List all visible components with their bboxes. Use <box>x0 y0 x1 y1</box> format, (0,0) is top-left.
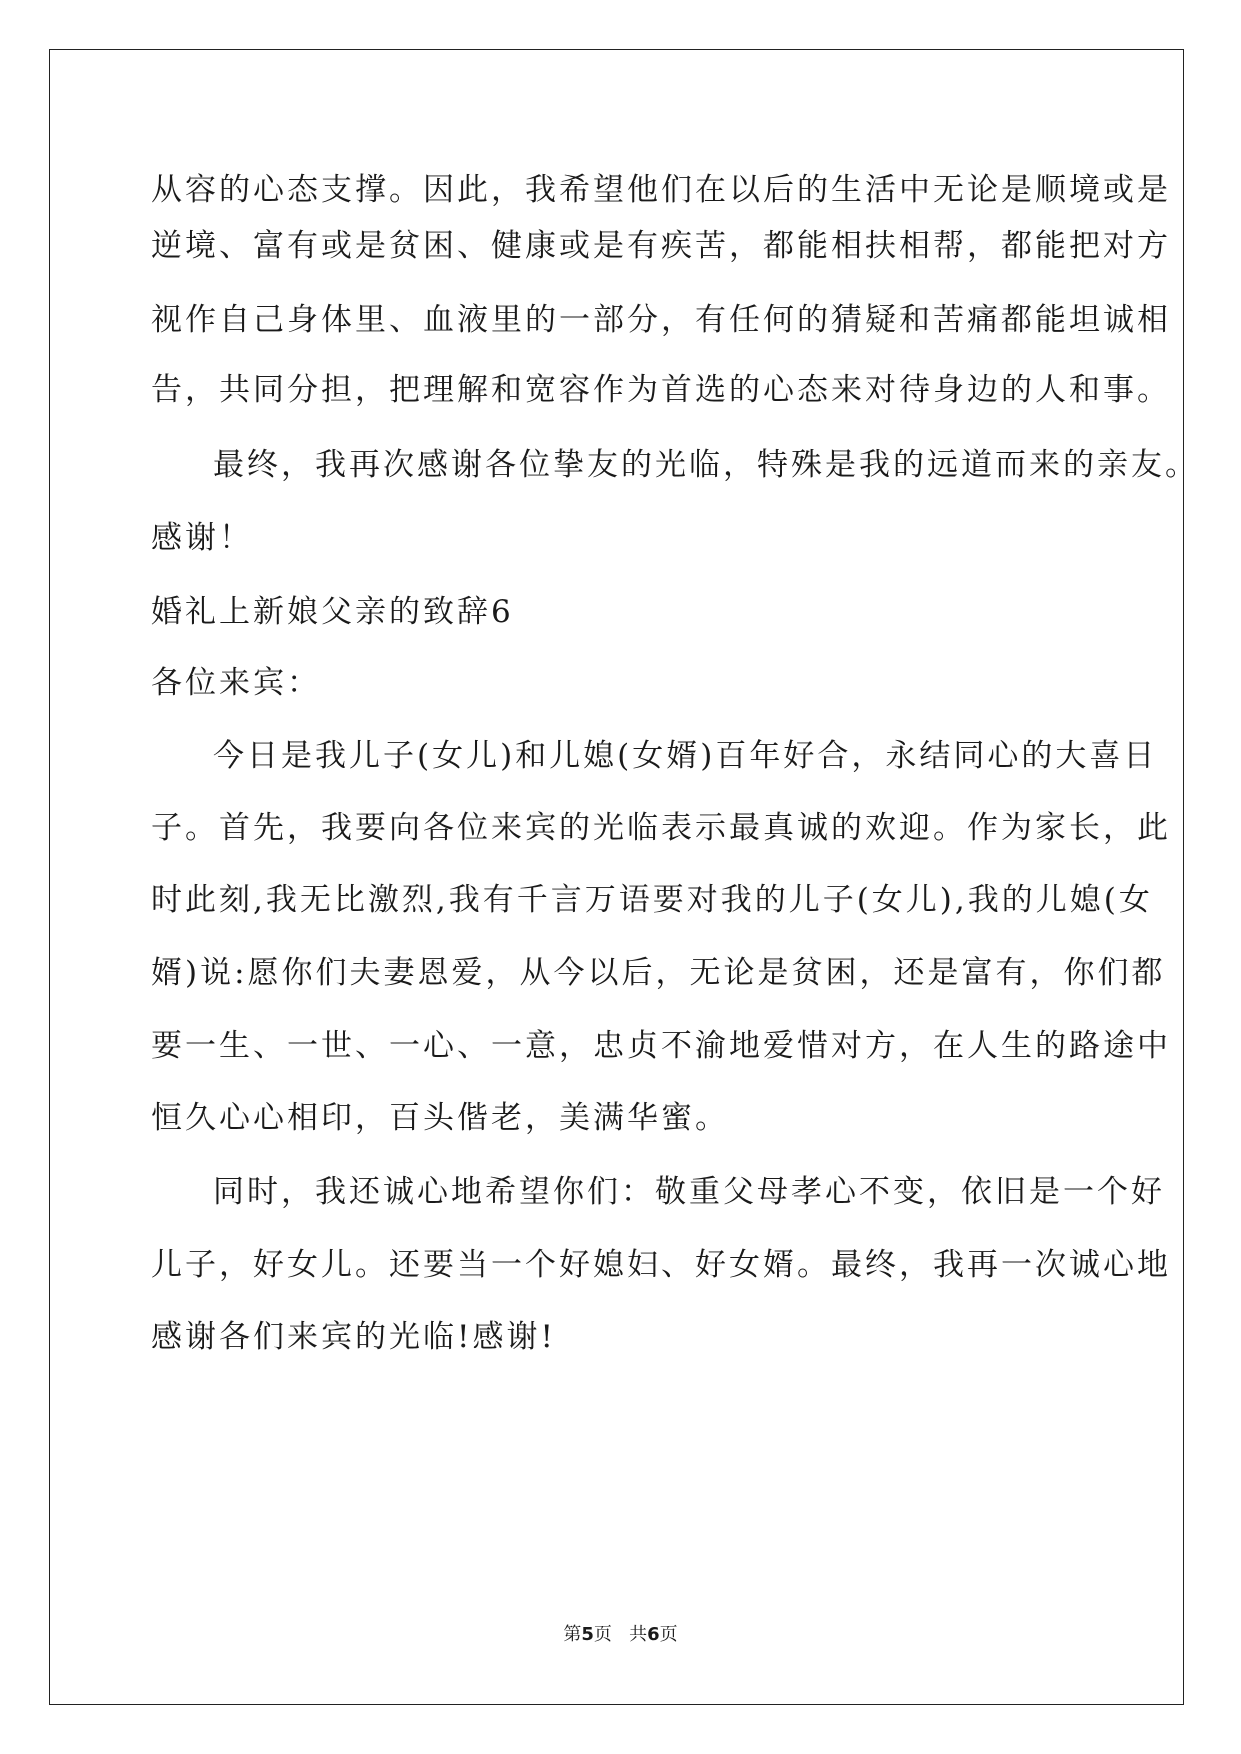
page-prefix: 第 <box>563 1624 582 1645</box>
text-line: 恒久心心相印，百头偕老，美满华蜜。 <box>151 1100 729 1136</box>
text-line: 今日是我儿子(女儿)和儿媳(女婿)百年好合，永结同心的大喜日 <box>213 738 1158 774</box>
page-suffix: 页 <box>593 1624 612 1645</box>
page-border <box>49 49 1184 1705</box>
text-line: 从容的心态支撑。因此，我希望他们在以后的生活中无论是顺境或是 <box>151 172 1171 208</box>
text-line: 逆境、富有或是贫困、健康或是有疾苦，都能相扶相帮，都能把对方 <box>151 228 1171 264</box>
page-footer <box>0 1620 1241 1646</box>
text-line: 儿子，好女儿。还要当一个好媳妇、好女婿。最终，我再一次诚心地 <box>151 1247 1171 1283</box>
text-line: 同时，我还诚心地希望你们：敬重父母孝心不变，依旧是一个好 <box>213 1174 1165 1210</box>
text-line: 感谢！ <box>151 520 253 556</box>
total-suffix: 页 <box>659 1624 678 1645</box>
text-line: 时此刻,我无比激烈,我有千言万语要对我的儿子(女儿),我的儿媳(女 <box>151 882 1153 918</box>
text-line: 感谢各们来宾的光临!感谢! <box>151 1319 556 1355</box>
text-line: 子。首先，我要向各位来宾的光临表示最真诚的欢迎。作为家长，此 <box>151 810 1171 846</box>
text-line: 告，共同分担，把理解和宽容作为首选的心态来对待身边的人和事。 <box>151 372 1171 408</box>
total-prefix: 共 <box>629 1624 648 1645</box>
text-line: 婿)说:愿你们夫妻恩爱，从今以后，无论是贫困，还是富有，你们都 <box>151 955 1166 991</box>
text-line: 要一生、一世、一心、一意，忠贞不渝地爱惜对方，在人生的路途中 <box>151 1028 1171 1064</box>
page-number: 5 <box>581 1624 594 1645</box>
text-line: 最终，我再次感谢各位挚友的光临，特殊是我的远道而来的亲友。 <box>213 447 1199 483</box>
total-pages: 6 <box>647 1624 660 1645</box>
section-heading: 婚礼上新娘父亲的致辞6 <box>151 594 514 630</box>
text-line: 视作自己身体里、血液里的一部分，有任何的猜疑和苦痛都能坦诚相 <box>151 302 1171 338</box>
salutation: 各位来宾： <box>151 665 321 701</box>
